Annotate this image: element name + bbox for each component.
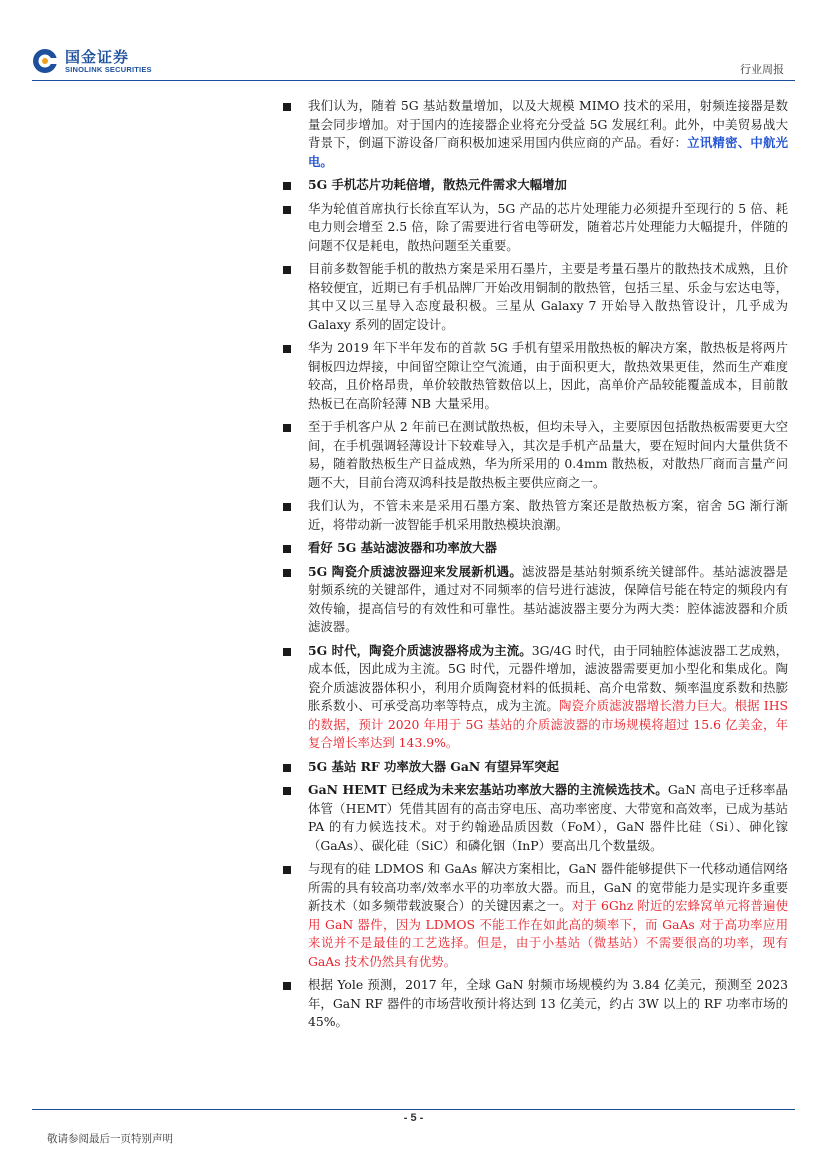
text-segment: 华为轮值首席执行长徐直军认为，5G 产品的芯片处理能力必须提升至现行的 5 倍、耗电力则会增至 2.5 倍，除了需要进行省电等研发，随着芯片处理能力大幅提升，伴随的问题不仅是耗电，散热问题至关重要。 bbox=[308, 200, 788, 253]
sinolink-logo-icon bbox=[32, 48, 58, 74]
square-bullet-icon bbox=[283, 103, 291, 111]
disclaimer-text: 敬请参阅最后一页特别声明 bbox=[47, 1133, 173, 1145]
paragraph-text bbox=[308, 781, 788, 855]
text-segment: 对于 6Ghz 附近的宏蜂窝单元将普遍使用 GaN 器件，因为 LDMOS 不能工作在如此高的频率下，而 GaAs 对于高功率应用来说并不是最佳的工艺选择。但是，由于小基站（微基站）不需要很高的功率，现有 GaAs 技术仍然具有优势。 bbox=[308, 898, 788, 969]
square-bullet-icon bbox=[283, 648, 291, 656]
text-segment: 5G 基站 RF 功率放大器 GaN 有望异军突起 bbox=[308, 758, 559, 774]
footer-divider bbox=[32, 1109, 795, 1110]
square-bullet-icon bbox=[283, 424, 291, 432]
square-bullet-icon bbox=[283, 787, 291, 795]
logo-text-en: SINOLINK SECURITIES bbox=[65, 65, 152, 74]
logo-text-cn: 国金证券 bbox=[65, 48, 130, 66]
square-bullet-icon bbox=[283, 345, 291, 353]
square-bullet-icon bbox=[283, 206, 291, 214]
square-bullet-icon bbox=[283, 569, 291, 577]
text-segment: 3G/4G 时代，由于同轴腔体滤波器工艺成熟，成本低，因此成为主流。5G 时代，元器件增加，滤波器需要更加小型化和集成化。陶瓷介质滤波器体积小，利用介质陶瓷材料的低损耗、高介电常数、频率温度系数和热膨胀系数小、可承受高功率等特点，成为主流。 bbox=[308, 642, 788, 713]
text-segment: 5G 时代，陶瓷介质滤波器将成为主流。 bbox=[308, 642, 532, 658]
header-divider bbox=[32, 80, 795, 81]
page-header bbox=[0, 0, 827, 86]
section-heading bbox=[283, 539, 788, 558]
bullet-paragraph bbox=[283, 497, 788, 534]
square-bullet-icon bbox=[283, 764, 291, 772]
text-segment: 5G 手机芯片功耗倍增，散热元件需求大幅增加 bbox=[308, 177, 567, 192]
square-bullet-icon bbox=[283, 503, 291, 511]
company-logo bbox=[32, 44, 162, 78]
text-segment: 华为 2019 年下半年发布的首款 5G 手机有望采用散热板的解决方案，散热板是将两片铜板四边焊接，中间留空隙让空气流通，由于面积更大，散热效果更佳，然而生产难度较高，且价格昂贵，单价较散热管数倍以上，因此，高单价产品较能覆盖成本，目前散热板已在高阶轻薄 NB 大量采用。 bbox=[308, 340, 788, 411]
text-segment: 我们认为，不管未来是采用石墨方案、散热管方案还是散热板方案，宿舍 5G 渐行渐近，将带动新一波智能手机采用散热模块浪潮。 bbox=[308, 498, 788, 532]
bullet-paragraph bbox=[283, 642, 788, 753]
text-segment: 目前多数智能手机的散热方案是采用石墨片，主要是考量石墨片的散热技术成熟，且价格较便宜，近期已有手机品牌厂开始改用铜制的散热管，包括三星、乐金与宏达电等，其中又以三星导入态度最积极。三星从 Galaxy 7 开始导入散热管设计，几乎成为 Galaxy 系列的固定设计。 bbox=[308, 261, 788, 332]
square-bullet-icon bbox=[283, 182, 291, 190]
text-segment: 至于手机客户从 2 年前已在测试散热板，但均未导入，主要原因包括散热板需要更大空间，在手机强调轻薄设计下较难导入，其次是手机产品量大，要在短时间内大量供货不易，随着散热板生产日益成熟，华为所采用的 0.4mm 散热板，对散热厂商而言量产问题不大，目前台湾双鸿科技是散热板主要供应商之一。 bbox=[308, 419, 788, 490]
square-bullet-icon bbox=[283, 266, 291, 274]
paragraph-text bbox=[308, 260, 788, 334]
text-segment: 陶瓷介质滤波器增长潜力巨大。根据 IHS 的数据，预计 2020 年用于 5G 基站的介质滤波器的市场规模将超过 15.6 亿美金，年复合增长率达到 143.9%。 bbox=[308, 698, 788, 750]
paragraph-text bbox=[308, 418, 788, 492]
text-segment: 与现有的硅 LDMOS 和 GaAs 解决方案相比，GaN 器件能够提供下一代移动通信网络所需的具有较高功率/效率水平的功率放大器。而且，GaN 的宽带能力是实现许多重要新技术（如多频带载波聚合）的关键因素之一。 bbox=[308, 861, 788, 913]
paragraph-text bbox=[308, 339, 788, 413]
heading-text bbox=[308, 758, 788, 777]
page-number: - 5 - bbox=[403, 1112, 424, 1124]
text-segment: 滤波器是基站射频系统关键部件。基站滤波器是射频系统的关键部件，通过对不同频率的信号进行滤波，保障信号能在特定的频段内有效传输，提高信号的有效性和可靠性。基站滤波器主要分为两大类：腔体滤波器和介质滤波器。 bbox=[308, 563, 788, 634]
bullet-paragraph bbox=[283, 339, 788, 413]
bullet-paragraph bbox=[283, 260, 788, 334]
paragraph-text bbox=[308, 642, 788, 753]
text-segment: 5G 陶瓷介质滤波器迎来发展新机遇。 bbox=[308, 563, 523, 579]
paragraph-text bbox=[308, 97, 788, 171]
bullet-paragraph bbox=[283, 97, 788, 171]
paragraph-text bbox=[308, 563, 788, 637]
bullet-paragraph bbox=[283, 418, 788, 492]
report-type-label: 行业周报 bbox=[740, 63, 784, 76]
text-segment: 我们认为，随着 5G 基站数量增加，以及大规模 MIMO 技术的采用，射频连接器是数量会同步增加。对于国内的连接器企业将充分受益 5G 发展红利。此外，中美贸易战大背景下，倒逼下游设备厂商积极加速采用国内供应商的产品。看好： bbox=[308, 98, 788, 150]
document-body bbox=[283, 97, 788, 1037]
paragraph-text bbox=[308, 976, 788, 1032]
text-segment: 立讯精密、中航光电。 bbox=[308, 135, 789, 169]
square-bullet-icon bbox=[283, 545, 291, 553]
bullet-paragraph bbox=[283, 976, 788, 1032]
heading-text bbox=[308, 539, 788, 558]
section-heading bbox=[283, 176, 788, 195]
text-segment: 看好 5G 基站滤波器和功率放大器 bbox=[308, 540, 497, 555]
text-segment: GaN 高电子迁移率晶体管（HEMT）凭借其固有的高击穿电压、高功率密度、大带宽和高效率，已成为基站 PA 的有力候选技术。对于约翰逊品质因数（FoM），GaN 器件比硅（Si）、砷化镓（GaAs）、碳化硅（SiC）和磷化铟（InP）要高出几个数量级。 bbox=[308, 782, 788, 853]
bullet-paragraph bbox=[283, 563, 788, 637]
paragraph-text bbox=[308, 860, 788, 971]
bullet-paragraph bbox=[283, 781, 788, 855]
bullet-paragraph bbox=[283, 860, 788, 971]
paragraph-text bbox=[308, 497, 788, 534]
text-segment: GaN HEMT 已经成为未来宏基站功率放大器的主流候选技术。 bbox=[308, 782, 668, 797]
section-heading bbox=[283, 758, 788, 777]
heading-text bbox=[308, 176, 788, 195]
paragraph-text bbox=[308, 200, 788, 256]
square-bullet-icon bbox=[283, 866, 291, 874]
text-segment: 根据 Yole 预测，2017 年，全球 GaN 射频市场规模约为 3.84 亿美元，预测至 2023 年，GaN RF 器件的市场营收预计将达到 13 亿美元，约占 3W 以上的 RF 功率市场的 45%。 bbox=[308, 977, 788, 1029]
bullet-paragraph bbox=[283, 200, 788, 256]
square-bullet-icon bbox=[283, 982, 291, 990]
